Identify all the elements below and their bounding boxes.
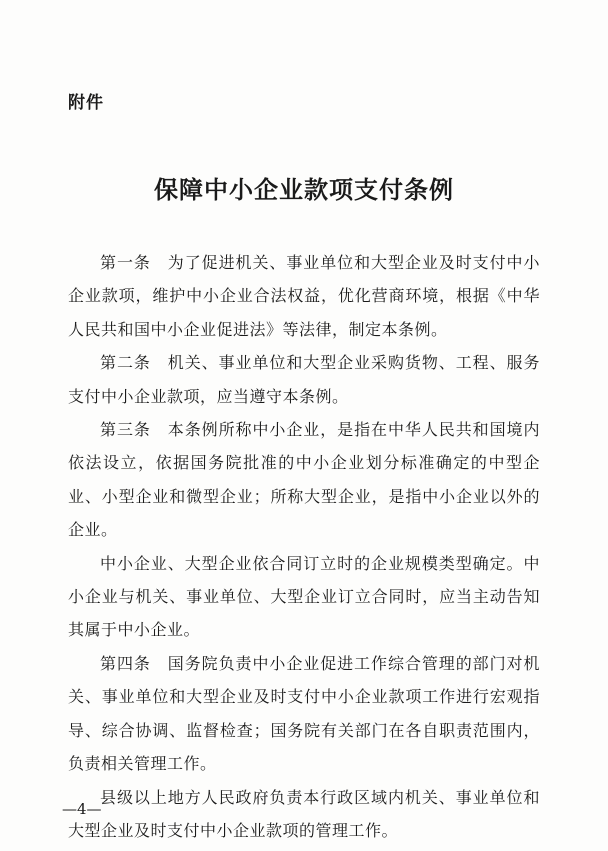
document-title: 保障中小企业款项支付条例 — [154, 175, 454, 204]
paragraph-article-4-continued: 县级以上地方人民政府负责本行政区域内机关、事业单位和大型企业及时支付中小企业款项的管理工作。 — [68, 787, 540, 840]
attachment-label: 附件 — [68, 93, 104, 113]
paragraph-article-2: 第二条 机关、事业单位和大型企业采购货物、工程、服务支付中小企业款项，应当遵守本条例。 — [68, 353, 540, 406]
page-number: —4— — [62, 800, 102, 818]
paragraph-article-4: 第四条 国务院负责中小企业促进工作综合管理的部门对机关、事业单位和大型企业及时支付中小企业款项工作进行宏观指导、综合协调、监督检查；国务院有关部门在各自职责范围内，负责相关管理工作。 — [68, 653, 540, 774]
paragraph-article-3-continued: 中小企业、大型企业依合同订立时的企业规模类型确定。中小企业与机关、事业单位、大型企业订立合同时，应当主动告知其属于中小企业。 — [68, 553, 540, 640]
paragraph-article-3: 第三条 本条例所称中小企业，是指在中华人民共和国境内依法设立，依据国务院批准的中小企业划分标准确定的中型企业、小型企业和微型企业；所称大型企业，是指中小企业以外的企业。 — [68, 420, 540, 540]
document-body — [68, 246, 540, 847]
paragraph-article-1: 第一条 为了促进机关、事业单位和大型企业及时支付中小企业款项，维护中小企业合法权益，优化营商环境，根据《中华人民共和国中小企业促进法》等法律，制定本条例。 — [68, 253, 540, 339]
